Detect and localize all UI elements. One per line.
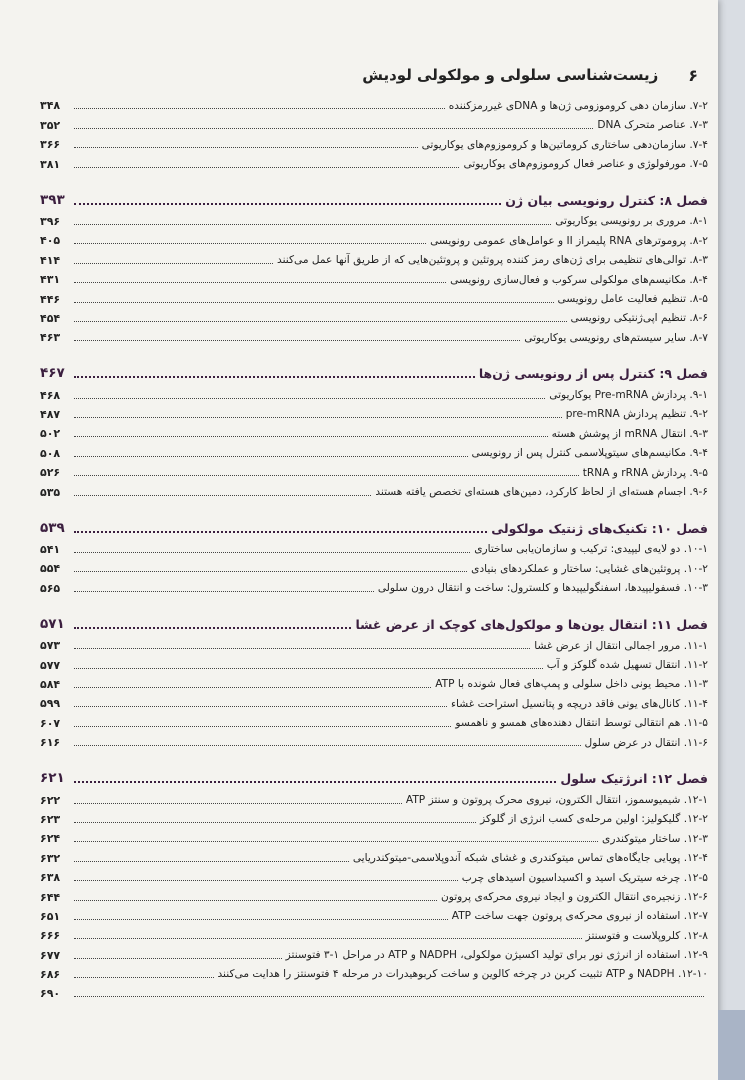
chapter-heading	[40, 764, 708, 786]
toc-row	[40, 729, 708, 748]
dot-leader	[74, 128, 593, 129]
toc-row	[40, 420, 708, 439]
toc-row-text: ۱۲-۹. استفاده از انرژی نور برای تولید اکسیژن مولکولی، NADPH و ATP در مراحل ۱-۳ فتوسنتز	[285, 949, 708, 962]
toc-row	[40, 690, 708, 709]
toc-row-text: ۸-۶. تنظیم اپی‌ژنتیکی رونویسی	[570, 312, 708, 325]
toc-row-page: ۶۳۲	[40, 851, 61, 865]
toc-row	[40, 324, 708, 343]
dot-leader	[74, 436, 548, 437]
toc-row	[40, 980, 708, 999]
toc-row	[40, 536, 708, 555]
dot-leader	[74, 321, 567, 322]
toc-row	[40, 285, 708, 304]
toc-row-page: ۶۱۶	[40, 736, 61, 750]
toc-row-page: ۶۲۴	[40, 832, 61, 846]
toc-row	[40, 381, 708, 400]
toc-row-page: ۶۲۳	[40, 812, 61, 826]
toc-row-text: ۸-۴. مکانیسم‌های مولکولی سرکوب و فعال‌سازی رونویسی	[450, 273, 708, 286]
toc-row-page: ۴۳۱	[40, 273, 61, 287]
toc-row-text: ۸-۵. تنظیم فعالیت عامل رونویسی	[557, 292, 708, 305]
dot-leader	[74, 340, 520, 341]
toc-row	[40, 111, 708, 130]
dot-leader	[74, 938, 582, 939]
chapter-heading	[40, 186, 708, 208]
toc-row-text: ۱۱-۲. انتقال تسهیل شده گلوکز و آب	[546, 659, 708, 671]
toc-row-page: ۶۰۷	[40, 716, 61, 730]
toc-row-page: ۵۰۸	[40, 446, 61, 460]
toc-row-page: ۴۸۷	[40, 408, 61, 422]
toc-row	[40, 806, 708, 825]
dot-leader	[74, 919, 448, 920]
toc-row-page: ۴۴۶	[40, 292, 61, 306]
toc-row-page: ۶۷۷	[40, 948, 61, 962]
toc-row	[40, 671, 708, 690]
toc-row	[40, 786, 708, 805]
toc-row	[40, 459, 708, 478]
toc-row	[40, 305, 708, 324]
toc-row-page: ۶۹۰	[40, 987, 61, 1001]
dot-leader	[74, 745, 581, 746]
toc-row-page: ۵۷۷	[40, 658, 61, 672]
toc-row	[40, 922, 708, 941]
toc-row-page: ۴۱۴	[40, 253, 61, 267]
dot-leader	[74, 456, 468, 457]
dot-leader	[74, 571, 467, 572]
toc-row-text: ۱۲-۱. شیمیوسموز، انتقال الکترون، نیروی محرک پروتون و سنتز ATP	[405, 793, 708, 806]
chapter-title: فصل ۸: کنترل رونویسی بیان ژن	[505, 192, 708, 208]
table-of-contents	[40, 92, 708, 999]
toc-row	[40, 632, 708, 651]
toc-row-page: ۶۸۶	[40, 968, 61, 982]
toc-row-text: ۱۱-۱. مرور اجمالی انتقال از عرض غشا	[534, 639, 708, 652]
chapter-heading	[40, 610, 708, 632]
toc-row-text: ۱۲-۵. چرخه سیتریک اسید و اکسیداسیون اسیدهای چرب	[461, 871, 708, 884]
toc-row-text: ۱۲-۸. کلروپلاست و فتوسنتز	[585, 929, 708, 942]
dot-leader	[74, 495, 371, 496]
chapter-section	[40, 186, 708, 344]
chapter-page: ۳۹۳	[40, 191, 65, 208]
chapter-page: ۴۶۷	[40, 365, 65, 382]
dot-leader	[74, 243, 426, 244]
toc-row-page: ۶۳۸	[40, 871, 61, 885]
dot-leader	[74, 996, 704, 997]
toc-row-text: ۹-۴. مکانیسم‌های سیتوپلاسمی کنترل پس از رونویسی	[471, 447, 708, 460]
dot-leader	[74, 803, 402, 804]
toc-row	[40, 709, 708, 728]
toc-row	[40, 131, 708, 150]
dot-leader	[74, 552, 470, 553]
dot-leader	[74, 475, 579, 476]
toc-row-text: ۸-۱. مروری بر رونویسی یوکاریوتی	[555, 215, 708, 228]
dot-leader	[74, 531, 487, 533]
toc-row-text: ۷-۴. سازمان‌دهی ساختاری کروماتین‌ها و کروموزوم‌های یوکاریوتی	[421, 138, 708, 151]
dot-leader	[74, 627, 351, 629]
toc-row-page: ۶۵۱	[40, 909, 61, 923]
chapter-section	[40, 359, 708, 497]
toc-row-text: ۱۱-۶. انتقال در عرض سلول	[584, 736, 708, 749]
chapter-heading	[40, 359, 708, 381]
dot-leader	[74, 841, 598, 842]
toc-row	[40, 883, 708, 902]
toc-row	[40, 92, 708, 111]
book-title: زیست‌شناسی سلولی و مولکولی لودیش	[362, 66, 659, 84]
toc-row	[40, 941, 708, 960]
toc-row	[40, 844, 708, 863]
toc-row	[40, 246, 708, 265]
toc-row-page: ۴۰۵	[40, 234, 61, 248]
toc-row	[40, 478, 708, 497]
dot-leader	[74, 648, 530, 649]
toc-row-page: ۵۴۱	[40, 543, 61, 557]
toc-row	[40, 574, 708, 593]
chapter-title: فصل ۱۰: تکنیک‌های ژنتیک مولکولی	[491, 520, 708, 536]
dot-leader	[74, 224, 551, 225]
dot-leader	[74, 167, 459, 168]
toc-row-page: ۵۸۴	[40, 677, 61, 691]
toc-row-page: ۳۹۶	[40, 214, 61, 228]
dot-leader	[74, 376, 475, 378]
toc-row	[40, 651, 708, 670]
toc-row-page: ۵۹۹	[40, 697, 61, 711]
toc-row-page: ۴۶۸	[40, 388, 61, 402]
toc-row-page: ۵۶۵	[40, 581, 61, 595]
dot-leader	[74, 861, 349, 862]
toc-row-page: ۵۵۴	[40, 562, 61, 576]
chapter-title: فصل ۹: کنترل پس از رونویسی ژن‌ها	[478, 366, 708, 382]
dot-leader	[74, 668, 543, 669]
toc-top-section	[40, 92, 708, 170]
toc-row-text: ۱۱-۵. هم انتقالی توسط انتقال دهنده‌های همسو و ناهمسو	[455, 717, 708, 730]
toc-row	[40, 903, 708, 922]
dot-leader	[74, 417, 562, 418]
page-number: ۶	[688, 65, 698, 85]
dot-leader	[74, 398, 545, 399]
toc-row-text: ۱۲-۲. گلیکولیز: اولین مرحله‌ی کسب انرژی از گلوکز	[480, 813, 708, 826]
toc-row-text: ۱۰-۱. دو لایه‌ی لیپیدی: ترکیب و سازمان‌یابی ساختاری	[474, 543, 708, 556]
toc-row-text: ۱۲-۴. پویایی جایگاه‌های تماس میتوکندری و غشای شبکه آندوپلاسمی-میتوکندریایی	[352, 852, 708, 865]
toc-row-page: ۳۸۱	[40, 157, 61, 171]
toc-row-page: ۶۲۲	[40, 793, 61, 807]
dot-leader	[74, 781, 556, 783]
toc-row	[40, 555, 708, 574]
chapter-section	[40, 610, 708, 748]
toc-row-page: ۵۰۲	[40, 427, 61, 441]
page-edge-tab	[718, 1010, 745, 1080]
toc-row-page: ۵۷۳	[40, 639, 61, 653]
chapter-page: ۵۳۹	[40, 519, 65, 536]
dot-leader	[74, 726, 451, 727]
toc-row-text: ۹-۶. اجسام هسته‌ای از لحاظ کارکرد، دمین‌های هسته‌ای تخصص یافته هستند	[375, 486, 708, 499]
dot-leader	[74, 977, 214, 978]
dot-leader	[74, 282, 446, 283]
toc-row-text: ۹-۳. انتقال mRNA از پوشش هسته	[551, 427, 708, 440]
toc-row-text: ۱۱-۴. کانال‌های یونی فاقد دریچه و پتانسیل استراحت غشاء	[451, 697, 708, 710]
dot-leader	[74, 706, 447, 707]
chapter-page: ۶۲۱	[40, 770, 65, 787]
toc-row-page: ۴۶۳	[40, 331, 61, 345]
dot-leader	[74, 302, 554, 303]
toc-row-text: ۱۲-۶. زنجیره‌ی انتقال الکترون و ایجاد نیروی محرکه‌ی پروتون	[440, 890, 708, 903]
chapter-title: فصل ۱۱: انتقال یون‌ها و مولکول‌های کوچک از عرض غشا	[355, 616, 708, 632]
toc-row	[40, 439, 708, 458]
toc-row	[40, 864, 708, 883]
chapter-section	[40, 514, 708, 594]
toc-row-text: ۱۱-۳. محیط یونی داخل سلولی و پمپ‌های فعال شونده با ATP	[435, 678, 708, 691]
toc-row	[40, 266, 708, 285]
dot-leader	[74, 591, 374, 592]
toc-row-text: ۸-۲. پروموترهای RNA پلیمراز II و عوامل‌های عمومی رونویسی	[430, 234, 708, 247]
toc-row-text: ۹-۵. پردازش rRNA و tRNA	[582, 466, 708, 479]
dot-leader	[74, 108, 445, 109]
dot-leader	[74, 687, 431, 688]
dot-leader	[74, 880, 458, 881]
toc-row-page: ۴۵۴	[40, 311, 61, 325]
toc-row-text: ۷-۳. عناصر متحرک DNA	[597, 119, 708, 132]
chapter-page: ۵۷۱	[40, 615, 65, 632]
page-header	[40, 62, 698, 88]
chapter-section	[40, 764, 708, 999]
toc-row-page: ۵۲۶	[40, 466, 61, 480]
toc-row-page: ۳۴۸	[40, 99, 61, 113]
dot-leader	[74, 900, 437, 901]
toc-row	[40, 227, 708, 246]
dot-leader	[74, 203, 501, 205]
toc-row-page: ۳۵۲	[40, 118, 61, 132]
toc-row-text: ۸-۷. سایر سیستم‌های رونویسی یوکاریوتی	[524, 331, 708, 344]
toc-row	[40, 150, 708, 169]
toc-row-text: ۱۰-۲. پروتئین‌های غشایی: ساختار و عملکردهای بنیادی	[471, 562, 708, 575]
dot-leader	[74, 958, 282, 959]
toc-row-text: ۱۲-۱۰. NADPH و ATP تثبیت کربن در چرخه کالوین و ساخت کربوهیدرات در مرحله ۴ فتوسنتز را هدایت می‌کنند	[217, 968, 708, 981]
toc-row	[40, 825, 708, 844]
chapter-title: فصل ۱۲: انرژتیک سلول	[560, 771, 708, 787]
chapter-heading	[40, 514, 708, 536]
toc-row	[40, 208, 708, 227]
toc-row-page: ۶۶۶	[40, 929, 61, 943]
toc-row-text: ۹-۱. پردازش Pre-mRNA یوکاریوتی	[549, 389, 708, 402]
toc-row-page: ۶۴۴	[40, 890, 61, 904]
toc-row-text: ۱۲-۷. استفاده از نیروی محرکه‌ی پروتون جهت ساخت ATP	[451, 910, 708, 923]
dot-leader	[74, 147, 418, 148]
toc-row-text: ۹-۲. تنظیم پردازش pre-mRNA	[565, 408, 708, 421]
toc-row-page: ۳۶۶	[40, 138, 61, 152]
toc-row-text: ۱۲-۳. ساختار میتوکندری	[602, 832, 708, 845]
toc-row	[40, 961, 708, 980]
toc-row-text: ۷-۲. سازمان دهی کروموزومی ژن‌ها و DNAی غیررمزکننده	[448, 99, 708, 112]
toc-row-text: ۷-۵. مورفولوژی و عناصر فعال کروموزوم‌های یوکاریوتی	[463, 157, 708, 170]
dot-leader	[74, 263, 273, 264]
toc-row-text: ۸-۳. توالی‌های تنظیمی برای ژن‌های رمز کننده پروتئین و پروتئین‌هایی که از طریق آنها عمل می‌کنند	[277, 254, 708, 267]
dot-leader	[74, 822, 476, 823]
toc-row	[40, 401, 708, 420]
toc-row-page: ۵۳۵	[40, 485, 61, 499]
toc-row-text: ۱۰-۳. فسفولیپیدها، اسفنگولیپیدها و کلسترول: ساخت و انتقال درون سلولی	[377, 582, 708, 595]
